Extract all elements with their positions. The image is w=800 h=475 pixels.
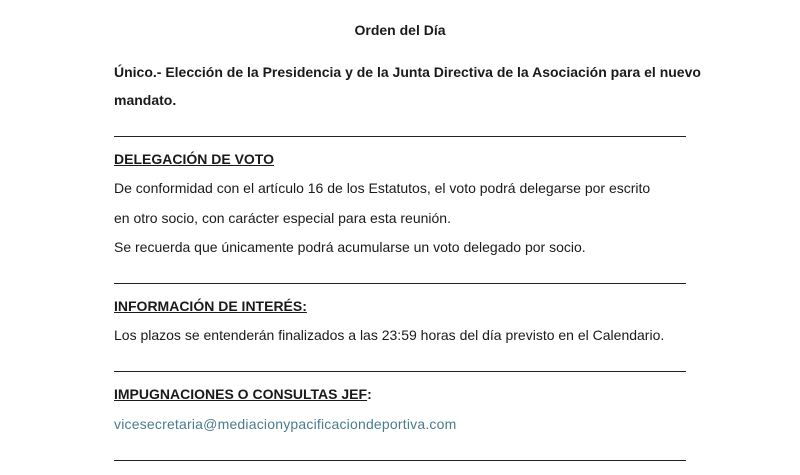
info-heading: INFORMACIÓN DE INTERÉS: xyxy=(114,298,307,314)
challenges-heading: IMPUGNACIONES O CONSULTAS JEF xyxy=(114,386,368,402)
delegation-line-3: Se recuerda que únicamente podrá acumularse un voto delegado por socio. xyxy=(114,239,586,255)
agenda-line-1: Único.- Elección de la Presidencia y de la Junta Directiva de la Asociación para el nuevo xyxy=(114,64,701,80)
divider xyxy=(114,136,686,137)
agenda-line-2: mandato. xyxy=(114,92,177,108)
divider xyxy=(114,371,686,372)
divider xyxy=(114,460,686,461)
delegation-line-1: De conformidad con el artículo 16 de los Estatutos, el voto podrá delegarse por escrito xyxy=(114,180,651,196)
delegation-heading: DELEGACIÓN DE VOTO xyxy=(114,151,274,167)
contact-email-link[interactable]: vicesecretaria@mediacionypacificaciondeportiva.com xyxy=(114,416,457,432)
challenges-heading-colon: : xyxy=(367,386,372,402)
info-line-1: Los plazos se entenderán finalizados a las 23:59 horas del día previsto en el Calendario. xyxy=(114,327,665,343)
challenges-heading-row xyxy=(114,385,372,403)
divider xyxy=(114,283,686,284)
document-title: Orden del Día xyxy=(354,22,446,38)
delegation-line-2: en otro socio, con carácter especial para esta reunión. xyxy=(114,210,451,226)
